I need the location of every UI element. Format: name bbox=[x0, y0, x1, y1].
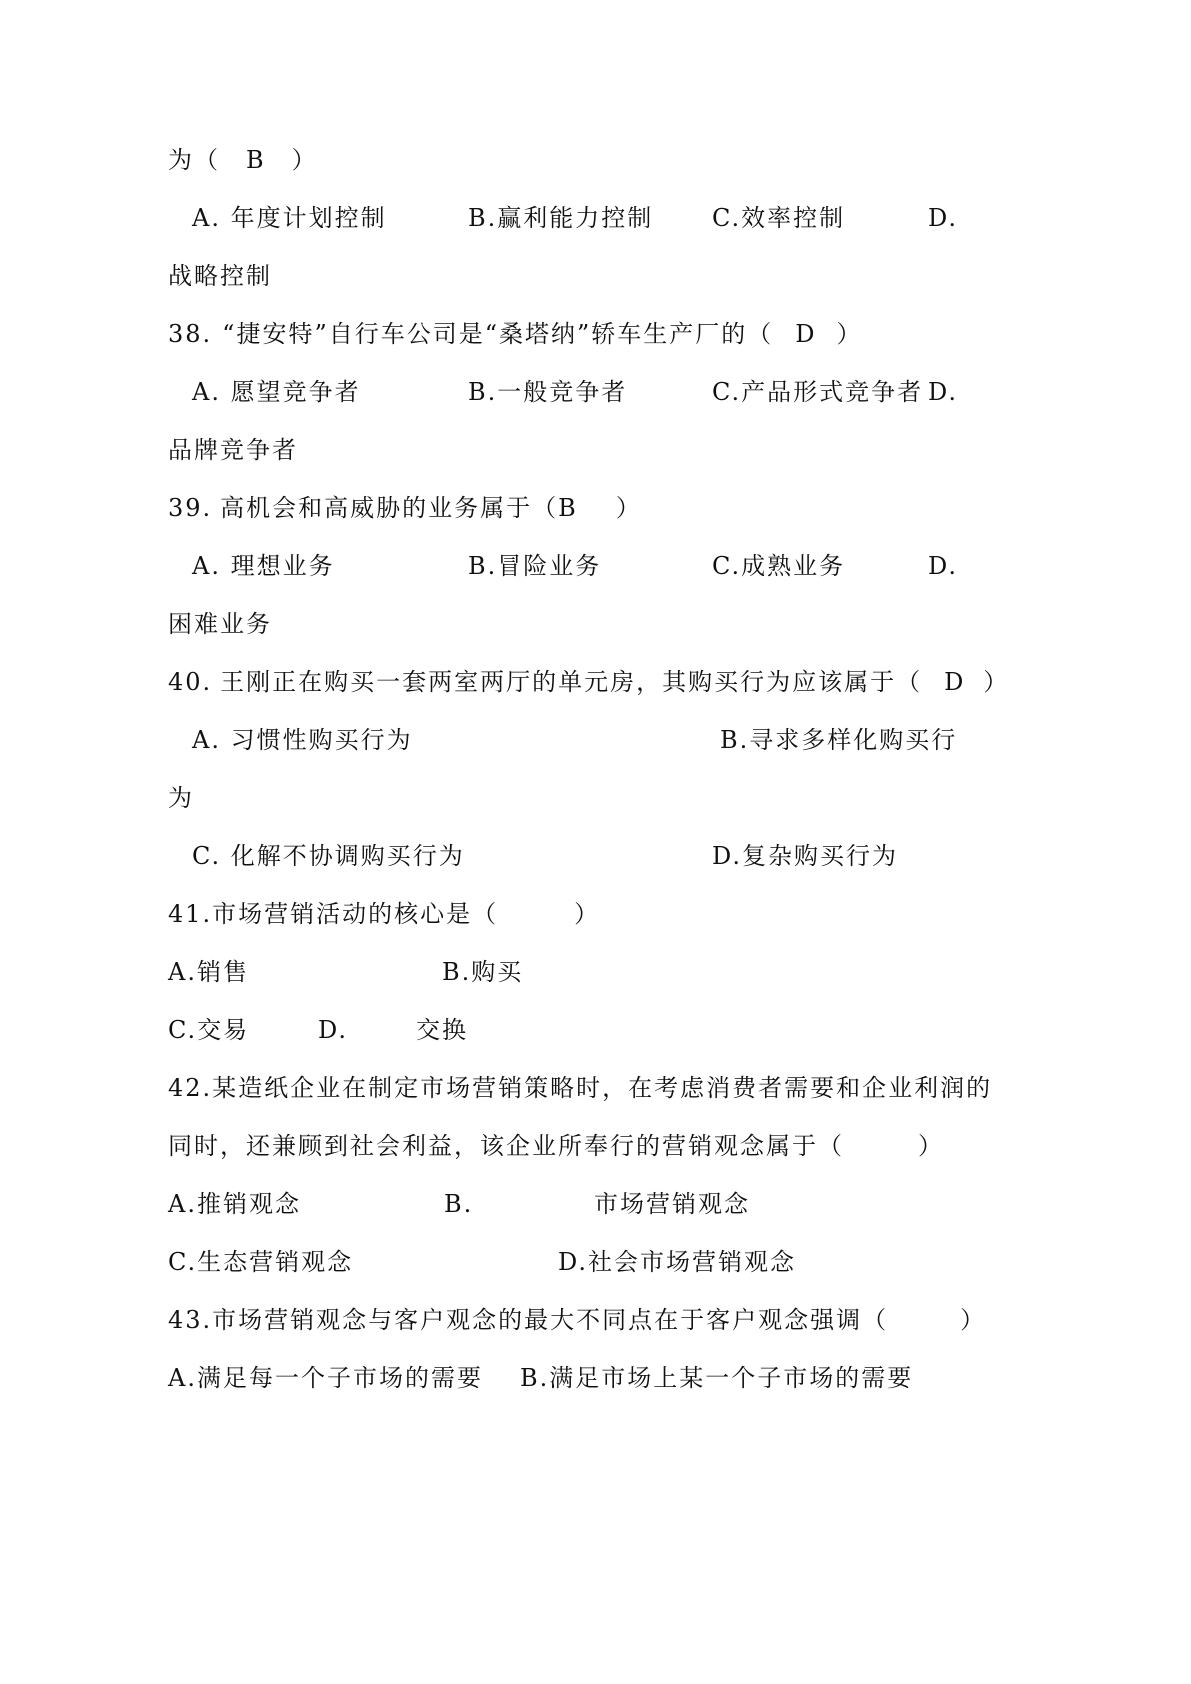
q39-number: 39. bbox=[168, 494, 213, 522]
q37-option-d: D. bbox=[928, 204, 959, 232]
q41-text: 41.市场营销活动的核心是（ bbox=[168, 900, 499, 928]
q40-answer: D bbox=[944, 668, 966, 696]
q40-option-d: D.复杂购买行为 bbox=[712, 842, 899, 870]
q38-option-d: D. bbox=[928, 378, 959, 406]
q43-suffix: ） bbox=[960, 1306, 987, 1334]
q40-number: 40. bbox=[168, 668, 213, 696]
q38-option-c: C.产品形式竞争者 bbox=[712, 378, 924, 406]
q38-suffix: ） bbox=[836, 320, 863, 348]
q40-option-b: B.寻求多样化购买行 bbox=[720, 726, 958, 754]
q40-option-c: C. 化解不协调购买行为 bbox=[192, 842, 465, 870]
q41-option-b: B.购买 bbox=[442, 958, 524, 986]
q38-answer: D bbox=[795, 320, 817, 348]
q37-option-d-continued: 战略控制 bbox=[168, 262, 272, 290]
q41-option-c: C.交易 bbox=[168, 1016, 250, 1044]
q38-text: “捷安特”自行车公司是“桑塔纳”轿车生产厂的（ bbox=[222, 320, 774, 348]
q37-option-b: B.赢利能力控制 bbox=[468, 204, 654, 232]
q37-option-c: C.效率控制 bbox=[712, 204, 846, 232]
q37-option-a: A. 年度计划控制 bbox=[192, 204, 387, 232]
q43-stem bbox=[168, 1304, 986, 1336]
q40-option-b-continued: 为 bbox=[168, 784, 194, 812]
q42-option-a: A.推销观念 bbox=[168, 1190, 301, 1218]
q42-option-b-text: 市场营销观念 bbox=[594, 1190, 750, 1218]
q42-stem-line2 bbox=[168, 1130, 944, 1162]
q38-option-a: A. 愿望竞争者 bbox=[192, 378, 361, 406]
q40-suffix: ） bbox=[983, 668, 1010, 696]
q42-suffix: ） bbox=[918, 1132, 944, 1160]
q39-stem bbox=[168, 492, 642, 524]
q43-option-a: A.满足每一个子市场的需要 bbox=[168, 1364, 483, 1392]
q37-stem-tail bbox=[168, 144, 318, 176]
q41-option-d-label: D. bbox=[318, 1016, 349, 1044]
q37-answer: B bbox=[246, 146, 266, 174]
q40-text: 王刚正在购买一套两室两厅的单元房，其购买行为应该属于（ bbox=[220, 668, 923, 696]
q39-option-d: D. bbox=[928, 552, 959, 580]
q41-option-d-text: 交换 bbox=[416, 1016, 468, 1044]
q43-text: 43.市场营销观念与客户观念的最大不同点在于客户观念强调（ bbox=[168, 1306, 889, 1334]
q40-option-a: A. 习惯性购买行为 bbox=[192, 726, 413, 754]
q39-option-d-continued: 困难业务 bbox=[168, 610, 272, 638]
q38-option-d-continued: 品牌竞争者 bbox=[168, 436, 298, 464]
q37-prefix: 为（ bbox=[168, 146, 220, 174]
q42-text: 同时，还兼顾到社会利益，该企业所奉行的营销观念属于（ bbox=[168, 1132, 844, 1160]
q41-suffix: ） bbox=[574, 900, 601, 928]
q38-stem bbox=[168, 318, 863, 350]
q40-stem bbox=[168, 666, 1009, 698]
q39-text: 高机会和高威胁的业务属于（B bbox=[220, 494, 578, 522]
q39-suffix: ） bbox=[615, 494, 642, 522]
q42-option-b-label: B. bbox=[444, 1190, 474, 1218]
q39-option-a: A. 理想业务 bbox=[192, 552, 335, 580]
q38-number: 38. bbox=[168, 320, 213, 348]
q39-option-c: C.成熟业务 bbox=[712, 552, 846, 580]
q41-stem bbox=[168, 898, 600, 930]
q41-option-a: A.销售 bbox=[168, 958, 249, 986]
q42-option-d: D.社会市场营销观念 bbox=[558, 1248, 797, 1276]
q42-option-c: C.生态营销观念 bbox=[168, 1248, 354, 1276]
q43-option-b: B.满足市场上某一个子市场的需要 bbox=[520, 1364, 914, 1392]
q42-stem-line1: 42.某造纸企业在制定市场营销策略时，在考虑消费者需要和企业利润的 bbox=[168, 1074, 993, 1102]
q38-option-b: B.一般竞争者 bbox=[468, 378, 628, 406]
q39-option-b: B.冒险业务 bbox=[468, 552, 602, 580]
q37-suffix: ） bbox=[291, 146, 318, 174]
